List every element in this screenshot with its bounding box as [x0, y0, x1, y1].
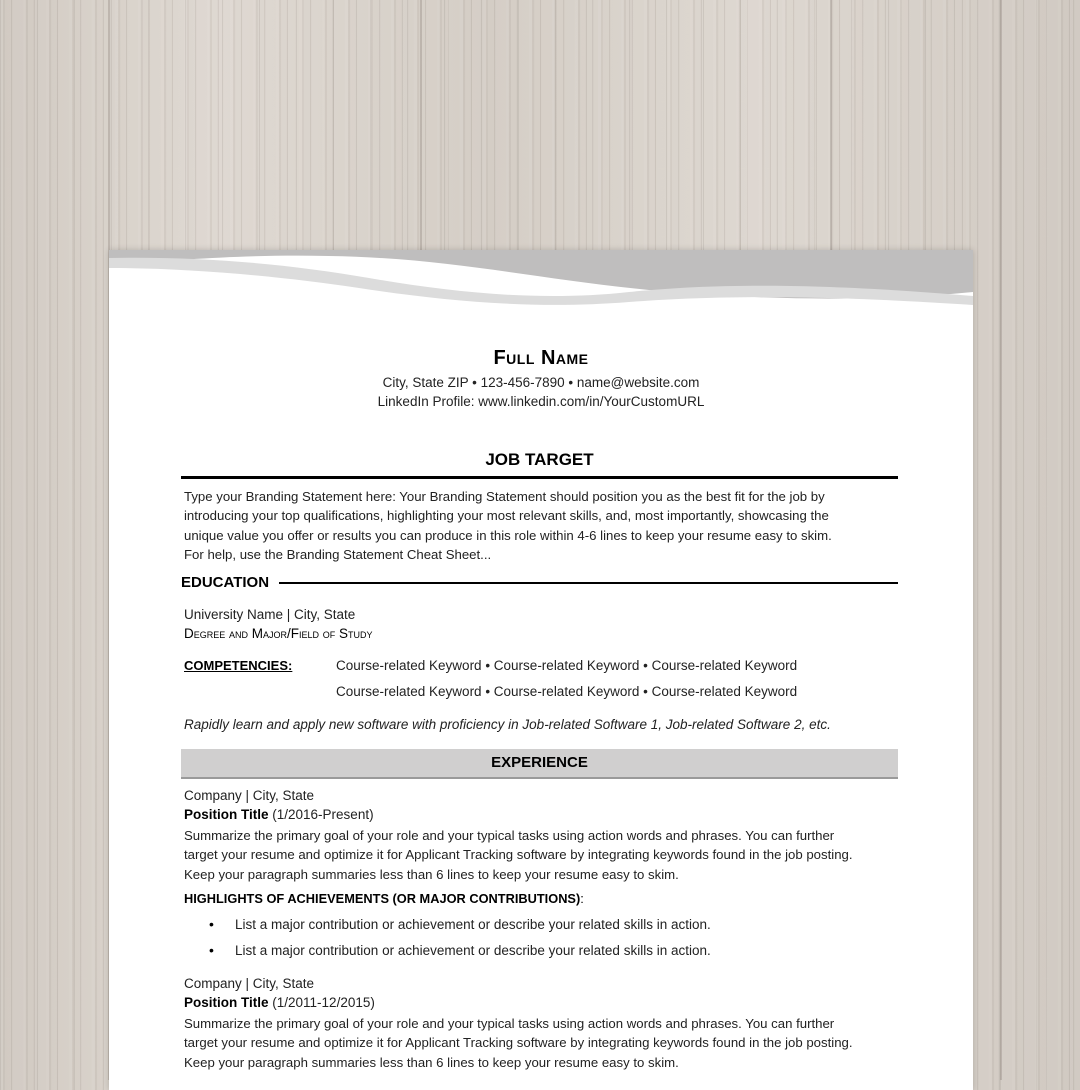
paragraph-line: Summarize the primary goal of your role and your typical tasks using action words and phrases. You can further: [184, 828, 835, 843]
highlights-heading: [184, 891, 584, 906]
job-position: [184, 995, 375, 1010]
contact-info: City, State ZIP • 123-456-7890 • name@website.com: [382, 375, 700, 390]
education-rule: [279, 582, 898, 584]
competencies-line: Course-related Keyword • Course-related Keyword • Course-related Keyword: [336, 684, 798, 699]
software-skills: Rapidly learn and apply new software with proficiency in Job-related Software 1, Job-related Software 2, etc.: [184, 717, 831, 732]
highlights-title: HIGHLIGHTS OF ACHIEVEMENTS (OR MAJOR CONTRIBUTIONS): [184, 891, 581, 906]
highlights-colon: :: [580, 891, 584, 906]
header-wave-decoration: [109, 250, 973, 320]
degree: Degree and Major/Field of Study: [184, 626, 373, 641]
paragraph-line: target your resume and optimize it for Applicant Tracking software by integrating keywords found in the job posting.: [184, 1035, 853, 1051]
highlight-item: List a major contribution or achievement or describe your related skills in action.: [235, 943, 711, 958]
competencies-label: COMPETENCIES:: [184, 658, 293, 673]
position-title: Position Title: [184, 995, 269, 1010]
job-company: Company | City, State: [184, 976, 315, 991]
job-position: [184, 807, 374, 822]
job-target-heading: JOB TARGET: [485, 450, 594, 469]
highlight-item: List a major contribution or achievement or describe your related skills in action.: [235, 917, 711, 932]
paragraph-line: Type your Branding Statement here: Your Branding Statement should position you as the best fit for the job by: [184, 489, 825, 504]
paragraph-line: unique value you offer or results you can produce in this role within 4-6 lines to keep your resume easy to skim.: [184, 527, 832, 543]
competencies-line: Course-related Keyword • Course-related Keyword • Course-related Keyword: [336, 658, 798, 673]
education-heading: EDUCATION: [181, 574, 275, 591]
position-title: Position Title: [184, 807, 269, 822]
bullet-icon: •: [209, 916, 214, 932]
job-target-rule: [181, 476, 898, 479]
paragraph-line: Keep your paragraph summaries less than 6 lines to keep your resume easy to skim.: [184, 866, 679, 882]
paragraph-line: For help, use the Branding Statement Cheat Sheet...: [184, 546, 492, 562]
job-company: Company | City, State: [184, 788, 315, 803]
job-dates: (1/2016-Present): [268, 807, 374, 822]
paragraph-line: target your resume and optimize it for Applicant Tracking software by integrating keywords found in the job posting.: [184, 847, 853, 863]
job-summary: [184, 826, 896, 884]
wood-plank-seam: [1000, 0, 1002, 1080]
full-name: Full Name: [493, 347, 589, 369]
paragraph-line: Summarize the primary goal of your role and your typical tasks using action words and phrases. You can further: [184, 1016, 835, 1031]
school-name: University Name | City, State: [184, 607, 356, 622]
bullet-icon: •: [209, 942, 214, 958]
job-summary: [184, 1014, 896, 1072]
experience-heading: EXPERIENCE: [181, 749, 898, 779]
paragraph-line: introducing your top qualifications, highlighting your most relevant skills, and, most importantly, showcasing the: [184, 508, 829, 524]
paragraph-line: Keep your paragraph summaries less than 6 lines to keep your resume easy to skim.: [184, 1054, 679, 1070]
job-dates: (1/2011-12/2015): [268, 995, 375, 1010]
resume-page: [109, 250, 973, 1090]
branding-statement: [184, 487, 896, 564]
linkedin-profile: LinkedIn Profile: www.linkedin.com/in/YourCustomURL: [377, 394, 705, 409]
